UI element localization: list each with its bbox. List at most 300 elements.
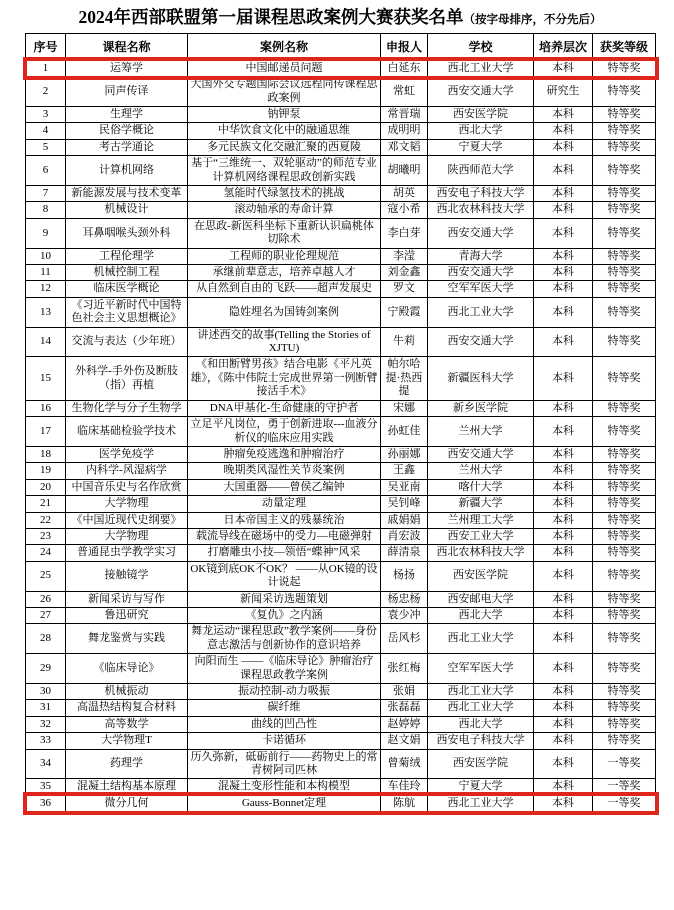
cell-course: 《临床导论》 bbox=[66, 654, 188, 684]
cell-case: 承继前辈意志，培养卓越人才 bbox=[188, 265, 381, 281]
table-row bbox=[26, 591, 656, 607]
cell-seq: 15 bbox=[26, 357, 66, 400]
page-title-note: （按字母排序，不分先后） bbox=[463, 14, 602, 26]
cell-school: 西安交通大学 bbox=[428, 265, 534, 281]
cell-award: 特等奖 bbox=[593, 60, 656, 76]
cell-seq: 24 bbox=[26, 545, 66, 561]
cell-seq: 28 bbox=[26, 624, 66, 654]
cell-level: 本科 bbox=[534, 607, 593, 623]
cell-case: 日本帝国主义的残暴统治 bbox=[188, 512, 381, 528]
cell-award: 特等奖 bbox=[593, 528, 656, 544]
cell-course: 临床医学概论 bbox=[66, 281, 188, 297]
table-row bbox=[26, 297, 656, 327]
cell-case: 混凝土变形性能和本构模型 bbox=[188, 779, 381, 795]
cell-award: 特等奖 bbox=[593, 248, 656, 264]
table-row bbox=[26, 749, 656, 779]
cell-level: 本科 bbox=[534, 202, 593, 218]
cell-case: 基于“三维统一、双轮驱动”的师范专业计算机网络课程思政创新实践 bbox=[188, 156, 381, 186]
cell-level: 本科 bbox=[534, 700, 593, 716]
cell-course: 机械振动 bbox=[66, 684, 188, 700]
cell-level: 本科 bbox=[534, 357, 593, 400]
table-row bbox=[26, 265, 656, 281]
cell-school: 西北工业大学 bbox=[428, 297, 534, 327]
page-title-main: 2024年西部联盟第一届课程思政案例大赛获奖名单 bbox=[78, 7, 464, 27]
cell-seq: 22 bbox=[26, 512, 66, 528]
table-row bbox=[26, 654, 656, 684]
header-course: 课程名称 bbox=[66, 33, 188, 60]
cell-applicant: 白延东 bbox=[381, 60, 428, 76]
cell-course: 同声传译 bbox=[66, 77, 188, 107]
cell-award: 特等奖 bbox=[593, 479, 656, 495]
cell-award: 特等奖 bbox=[593, 186, 656, 202]
table-row bbox=[26, 281, 656, 297]
cell-applicant: 赵婷婷 bbox=[381, 716, 428, 732]
cell-course: 机械控制工程 bbox=[66, 265, 188, 281]
cell-course: 医学免疫学 bbox=[66, 446, 188, 462]
cell-award: 特等奖 bbox=[593, 123, 656, 139]
cell-seq: 4 bbox=[26, 123, 66, 139]
cell-case: 载流导线在磁场中的受力—电磁弹射 bbox=[188, 528, 381, 544]
cell-school: 空军军医大学 bbox=[428, 654, 534, 684]
table-row bbox=[26, 700, 656, 716]
cell-level: 本科 bbox=[534, 60, 593, 76]
cell-course: 考古学通论 bbox=[66, 139, 188, 155]
cell-level: 本科 bbox=[534, 795, 593, 811]
cell-case: 肿瘤免疫逃逸和肿瘤治疗 bbox=[188, 446, 381, 462]
cell-case: 从自然到自由的飞跃——超声发展史 bbox=[188, 281, 381, 297]
cell-school: 新疆医科大学 bbox=[428, 357, 534, 400]
cell-course: 大学物理 bbox=[66, 496, 188, 512]
table-row bbox=[26, 607, 656, 623]
cell-applicant: 李滢 bbox=[381, 248, 428, 264]
cell-seq: 32 bbox=[26, 716, 66, 732]
cell-case: 《和田断臂男孩》结合电影《平凡英雄》，《陈中伟院士完成世界第一例断臂接活手术》 bbox=[188, 357, 381, 400]
cell-seq: 14 bbox=[26, 327, 66, 357]
cell-applicant: 宁殿霞 bbox=[381, 297, 428, 327]
cell-seq: 21 bbox=[26, 496, 66, 512]
table-row bbox=[26, 156, 656, 186]
cell-course: 临床基础检验学技术 bbox=[66, 417, 188, 447]
cell-case: 在思政-新医科坐标下重新认识扁桃体切除术 bbox=[188, 218, 381, 248]
cell-case: 碳纤维 bbox=[188, 700, 381, 716]
table-row bbox=[26, 479, 656, 495]
cell-school: 西北大学 bbox=[428, 123, 534, 139]
table-row bbox=[26, 417, 656, 447]
cell-school: 西北工业大学 bbox=[428, 60, 534, 76]
cell-case: 《复仇》之内涵 bbox=[188, 607, 381, 623]
cell-case: 立足平凡岗位，勇于创新进取---血液分析仪的临床应用实践 bbox=[188, 417, 381, 447]
cell-case: 大国外交专题国际会议远程同传课程思政案例 bbox=[188, 77, 381, 107]
cell-course: 新能源发展与技术变革 bbox=[66, 186, 188, 202]
cell-level: 本科 bbox=[534, 479, 593, 495]
cell-case: 向阳而生 ——《临床导论》肿瘤治疗课程思政教学案例 bbox=[188, 654, 381, 684]
cell-award: 一等奖 bbox=[593, 795, 656, 811]
cell-school: 西安工业大学 bbox=[428, 528, 534, 544]
cell-award: 特等奖 bbox=[593, 684, 656, 700]
cell-level: 本科 bbox=[534, 248, 593, 264]
cell-case: 讲述西交的故事(Telling the Stories of XJTU) bbox=[188, 327, 381, 357]
cell-school: 西安交通大学 bbox=[428, 446, 534, 462]
cell-applicant: 曾菊绒 bbox=[381, 749, 428, 779]
cell-applicant: 牛莉 bbox=[381, 327, 428, 357]
cell-award: 特等奖 bbox=[593, 545, 656, 561]
cell-case: 隐姓埋名为国铸剑案例 bbox=[188, 297, 381, 327]
cell-school: 宁夏大学 bbox=[428, 779, 534, 795]
cell-case: 动量定理 bbox=[188, 496, 381, 512]
cell-case: DNA甲基化-生命健康的守护者 bbox=[188, 400, 381, 416]
cell-course: 鲁迅研究 bbox=[66, 607, 188, 623]
cell-applicant: 王鑫 bbox=[381, 463, 428, 479]
cell-award: 特等奖 bbox=[593, 265, 656, 281]
cell-level: 本科 bbox=[534, 446, 593, 462]
cell-applicant: 肖宏波 bbox=[381, 528, 428, 544]
cell-award: 特等奖 bbox=[593, 716, 656, 732]
table-row bbox=[26, 496, 656, 512]
cell-applicant: 张磊磊 bbox=[381, 700, 428, 716]
cell-seq: 26 bbox=[26, 591, 66, 607]
cell-applicant: 常虹 bbox=[381, 77, 428, 107]
cell-case: 中国邮递员问题 bbox=[188, 60, 381, 76]
table-row bbox=[26, 106, 656, 122]
header-case: 案例名称 bbox=[188, 33, 381, 60]
cell-award: 特等奖 bbox=[593, 512, 656, 528]
cell-level: 本科 bbox=[534, 417, 593, 447]
table-row bbox=[26, 446, 656, 462]
cell-seq: 13 bbox=[26, 297, 66, 327]
cell-case: 钠钾泵 bbox=[188, 106, 381, 122]
table-row bbox=[26, 512, 656, 528]
cell-applicant: 张娟 bbox=[381, 684, 428, 700]
table-row bbox=[26, 624, 656, 654]
cell-award: 特等奖 bbox=[593, 654, 656, 684]
cell-seq: 5 bbox=[26, 139, 66, 155]
cell-applicant: 胡曦明 bbox=[381, 156, 428, 186]
cell-seq: 7 bbox=[26, 186, 66, 202]
cell-seq: 17 bbox=[26, 417, 66, 447]
cell-school: 西安交通大学 bbox=[428, 327, 534, 357]
page-title bbox=[25, 6, 655, 29]
cell-course: 耳鼻咽喉头颈外科 bbox=[66, 218, 188, 248]
cell-award: 特等奖 bbox=[593, 327, 656, 357]
cell-seq: 23 bbox=[26, 528, 66, 544]
cell-seq: 29 bbox=[26, 654, 66, 684]
cell-case: 振动控制-动力吸振 bbox=[188, 684, 381, 700]
cell-award: 特等奖 bbox=[593, 77, 656, 107]
cell-award: 特等奖 bbox=[593, 156, 656, 186]
cell-level: 本科 bbox=[534, 156, 593, 186]
cell-course: 混凝土结构基本原理 bbox=[66, 779, 188, 795]
cell-school: 西安电子科技大学 bbox=[428, 733, 534, 749]
cell-applicant: 陈航 bbox=[381, 795, 428, 811]
table-row bbox=[26, 733, 656, 749]
cell-seq: 33 bbox=[26, 733, 66, 749]
cell-course: 内科学-风湿病学 bbox=[66, 463, 188, 479]
table-row-highlighted bbox=[26, 795, 656, 811]
cell-award: 特等奖 bbox=[593, 417, 656, 447]
cell-school: 西北大学 bbox=[428, 607, 534, 623]
cell-course: 普通昆虫学教学实习 bbox=[66, 545, 188, 561]
cell-course: 新闻采访与写作 bbox=[66, 591, 188, 607]
cell-course: 运筹学 bbox=[66, 60, 188, 76]
cell-applicant: 孙虹佳 bbox=[381, 417, 428, 447]
cell-seq: 36 bbox=[26, 795, 66, 811]
cell-seq: 12 bbox=[26, 281, 66, 297]
cell-case: 历久弥新，砥砺前行——药物史上的常青树阿司匹林 bbox=[188, 749, 381, 779]
cell-seq: 6 bbox=[26, 156, 66, 186]
cell-seq: 8 bbox=[26, 202, 66, 218]
cell-course: 民俗学概论 bbox=[66, 123, 188, 139]
cell-school: 新乡医学院 bbox=[428, 400, 534, 416]
table-row bbox=[26, 327, 656, 357]
cell-award: 特等奖 bbox=[593, 496, 656, 512]
table-row bbox=[26, 400, 656, 416]
cell-case: Gauss-Bonnet定理 bbox=[188, 795, 381, 811]
cell-level: 本科 bbox=[534, 218, 593, 248]
cell-course: 微分几何 bbox=[66, 795, 188, 811]
cell-seq: 30 bbox=[26, 684, 66, 700]
cell-award: 特等奖 bbox=[593, 202, 656, 218]
table-row bbox=[26, 779, 656, 795]
cell-case: 晚期类风湿性关节炎案例 bbox=[188, 463, 381, 479]
cell-applicant: 常晋瑞 bbox=[381, 106, 428, 122]
cell-award: 特等奖 bbox=[593, 463, 656, 479]
cell-applicant: 邓文韬 bbox=[381, 139, 428, 155]
cell-level: 本科 bbox=[534, 186, 593, 202]
cell-course: 计算机网络 bbox=[66, 156, 188, 186]
table-row bbox=[26, 218, 656, 248]
cell-applicant: 吴亚南 bbox=[381, 479, 428, 495]
cell-applicant: 杨扬 bbox=[381, 561, 428, 591]
header-school: 学校 bbox=[428, 33, 534, 60]
cell-school: 西北工业大学 bbox=[428, 795, 534, 811]
cell-seq: 20 bbox=[26, 479, 66, 495]
header-row bbox=[26, 33, 656, 60]
table-row bbox=[26, 716, 656, 732]
cell-school: 西北工业大学 bbox=[428, 624, 534, 654]
cell-course: 工程伦理学 bbox=[66, 248, 188, 264]
cell-applicant: 宋娜 bbox=[381, 400, 428, 416]
cell-seq: 1 bbox=[26, 60, 66, 76]
cell-course: 大学物理T bbox=[66, 733, 188, 749]
cell-school: 兰州理工大学 bbox=[428, 512, 534, 528]
cell-level: 本科 bbox=[534, 591, 593, 607]
cell-award: 特等奖 bbox=[593, 607, 656, 623]
cell-school: 西安医学院 bbox=[428, 106, 534, 122]
cell-course: 《习近平新时代中国特色社会主义思想概论》 bbox=[66, 297, 188, 327]
cell-level: 本科 bbox=[534, 779, 593, 795]
cell-school: 青海大学 bbox=[428, 248, 534, 264]
cell-seq: 19 bbox=[26, 463, 66, 479]
cell-level: 本科 bbox=[534, 561, 593, 591]
cell-course: 机械设计 bbox=[66, 202, 188, 218]
cell-level: 研究生 bbox=[534, 77, 593, 107]
table-row bbox=[26, 186, 656, 202]
header-award: 获奖等级 bbox=[593, 33, 656, 60]
cell-award: 特等奖 bbox=[593, 700, 656, 716]
cell-level: 本科 bbox=[534, 327, 593, 357]
cell-school: 西北工业大学 bbox=[428, 700, 534, 716]
cell-award: 特等奖 bbox=[593, 106, 656, 122]
cell-applicant: 薛清泉 bbox=[381, 545, 428, 561]
cell-course: 高温热结构复合材料 bbox=[66, 700, 188, 716]
cell-school: 喀什大学 bbox=[428, 479, 534, 495]
cell-seq: 11 bbox=[26, 265, 66, 281]
cell-case: 新闻采访选题策划 bbox=[188, 591, 381, 607]
cell-course: 中国音乐史与名作欣赏 bbox=[66, 479, 188, 495]
cell-applicant: 帕尔哈提·热西提 bbox=[381, 357, 428, 400]
cell-level: 本科 bbox=[534, 123, 593, 139]
cell-seq: 18 bbox=[26, 446, 66, 462]
cell-case: OK镜到底OK不OK？ ——从OK镜的设计说起 bbox=[188, 561, 381, 591]
cell-course: 外科学-手外伤及断肢（指）再植 bbox=[66, 357, 188, 400]
cell-applicant: 袁少冲 bbox=[381, 607, 428, 623]
cell-case: 打磨雕虫小技—领悟“蝶神”风采 bbox=[188, 545, 381, 561]
cell-school: 西北农林科技大学 bbox=[428, 545, 534, 561]
awards-table bbox=[25, 33, 656, 813]
cell-course: 舞龙鉴赏与实践 bbox=[66, 624, 188, 654]
cell-applicant: 岳风杉 bbox=[381, 624, 428, 654]
table-body bbox=[26, 60, 656, 812]
cell-seq: 27 bbox=[26, 607, 66, 623]
cell-seq: 9 bbox=[26, 218, 66, 248]
cell-seq: 35 bbox=[26, 779, 66, 795]
table-row bbox=[26, 561, 656, 591]
cell-case: 氢能时代绿氢技术的挑战 bbox=[188, 186, 381, 202]
cell-school: 西安医学院 bbox=[428, 561, 534, 591]
cell-award: 特等奖 bbox=[593, 139, 656, 155]
cell-course: 接触镜学 bbox=[66, 561, 188, 591]
cell-case: 中华饮食文化中的融通思维 bbox=[188, 123, 381, 139]
cell-applicant: 赵文娟 bbox=[381, 733, 428, 749]
cell-seq: 25 bbox=[26, 561, 66, 591]
cell-seq: 2 bbox=[26, 77, 66, 107]
table-row bbox=[26, 123, 656, 139]
cell-school: 兰州大学 bbox=[428, 417, 534, 447]
table-row bbox=[26, 463, 656, 479]
cell-school: 空军军医大学 bbox=[428, 281, 534, 297]
cell-award: 特等奖 bbox=[593, 591, 656, 607]
cell-level: 本科 bbox=[534, 684, 593, 700]
cell-school: 新疆大学 bbox=[428, 496, 534, 512]
cell-course: 高等数学 bbox=[66, 716, 188, 732]
cell-case: 滚动轴承的寿命计算 bbox=[188, 202, 381, 218]
cell-seq: 3 bbox=[26, 106, 66, 122]
cell-level: 本科 bbox=[534, 733, 593, 749]
table-row bbox=[26, 248, 656, 264]
cell-case: 卡诺循环 bbox=[188, 733, 381, 749]
cell-course: 生理学 bbox=[66, 106, 188, 122]
cell-school: 西北工业大学 bbox=[428, 684, 534, 700]
cell-seq: 16 bbox=[26, 400, 66, 416]
cell-case: 多元民族文化交融汇聚的西夏陵 bbox=[188, 139, 381, 155]
cell-award: 特等奖 bbox=[593, 357, 656, 400]
cell-seq: 34 bbox=[26, 749, 66, 779]
cell-seq: 10 bbox=[26, 248, 66, 264]
header-level: 培养层次 bbox=[534, 33, 593, 60]
table-row bbox=[26, 202, 656, 218]
cell-applicant: 车佳玲 bbox=[381, 779, 428, 795]
cell-school: 西安电子科技大学 bbox=[428, 186, 534, 202]
table-row bbox=[26, 545, 656, 561]
cell-award: 特等奖 bbox=[593, 624, 656, 654]
cell-award: 特等奖 bbox=[593, 218, 656, 248]
cell-course: 药理学 bbox=[66, 749, 188, 779]
cell-school: 宁夏大学 bbox=[428, 139, 534, 155]
cell-level: 本科 bbox=[534, 139, 593, 155]
cell-award: 特等奖 bbox=[593, 297, 656, 327]
cell-school: 西安交通大学 bbox=[428, 218, 534, 248]
cell-level: 本科 bbox=[534, 297, 593, 327]
cell-level: 本科 bbox=[534, 512, 593, 528]
cell-applicant: 罗文 bbox=[381, 281, 428, 297]
table-header bbox=[26, 33, 656, 60]
table-row-highlighted bbox=[26, 60, 656, 76]
table-row bbox=[26, 528, 656, 544]
cell-level: 本科 bbox=[534, 265, 593, 281]
header-applicant: 申报人 bbox=[381, 33, 428, 60]
cell-applicant: 李白芽 bbox=[381, 218, 428, 248]
cell-award: 特等奖 bbox=[593, 733, 656, 749]
cell-applicant: 吴钊峰 bbox=[381, 496, 428, 512]
cell-level: 本科 bbox=[534, 624, 593, 654]
cell-case: 工程师的职业伦理规范 bbox=[188, 248, 381, 264]
cell-applicant: 戚娟娟 bbox=[381, 512, 428, 528]
cell-level: 本科 bbox=[534, 716, 593, 732]
cell-award: 特等奖 bbox=[593, 446, 656, 462]
cell-applicant: 胡英 bbox=[381, 186, 428, 202]
cell-school: 兰州大学 bbox=[428, 463, 534, 479]
cell-school: 西北大学 bbox=[428, 716, 534, 732]
cell-course: 交流与表达（少年班） bbox=[66, 327, 188, 357]
table-row bbox=[26, 77, 656, 107]
cell-school: 陕西师范大学 bbox=[428, 156, 534, 186]
cell-course: 《中国近现代史纲要》 bbox=[66, 512, 188, 528]
cell-level: 本科 bbox=[534, 496, 593, 512]
cell-level: 本科 bbox=[534, 654, 593, 684]
cell-level: 本科 bbox=[534, 545, 593, 561]
table-row bbox=[26, 139, 656, 155]
cell-level: 本科 bbox=[534, 106, 593, 122]
cell-level: 本科 bbox=[534, 281, 593, 297]
cell-level: 本科 bbox=[534, 528, 593, 544]
cell-applicant: 寇小希 bbox=[381, 202, 428, 218]
cell-school: 西安医学院 bbox=[428, 749, 534, 779]
cell-seq: 31 bbox=[26, 700, 66, 716]
cell-level: 本科 bbox=[534, 463, 593, 479]
cell-school: 西安邮电大学 bbox=[428, 591, 534, 607]
cell-award: 特等奖 bbox=[593, 281, 656, 297]
cell-case: 曲线的凹凸性 bbox=[188, 716, 381, 732]
cell-applicant: 孙丽娜 bbox=[381, 446, 428, 462]
cell-school: 西北农林科技大学 bbox=[428, 202, 534, 218]
cell-school: 西安交通大学 bbox=[428, 77, 534, 107]
cell-applicant: 刘金鑫 bbox=[381, 265, 428, 281]
cell-award: 特等奖 bbox=[593, 400, 656, 416]
cell-award: 特等奖 bbox=[593, 561, 656, 591]
cell-course: 大学物理 bbox=[66, 528, 188, 544]
table-row bbox=[26, 684, 656, 700]
cell-applicant: 成明明 bbox=[381, 123, 428, 139]
cell-applicant: 杨忠杨 bbox=[381, 591, 428, 607]
header-seq: 序号 bbox=[26, 33, 66, 60]
cell-case: 舞龙运动“课程思政”教学案例——身份意志激活与创新协作的意识培养 bbox=[188, 624, 381, 654]
cell-level: 本科 bbox=[534, 749, 593, 779]
cell-award: 一等奖 bbox=[593, 779, 656, 795]
cell-case: 大国重器——曾侯乙编钟 bbox=[188, 479, 381, 495]
cell-level: 本科 bbox=[534, 400, 593, 416]
cell-applicant: 张红梅 bbox=[381, 654, 428, 684]
table-row bbox=[26, 357, 656, 400]
